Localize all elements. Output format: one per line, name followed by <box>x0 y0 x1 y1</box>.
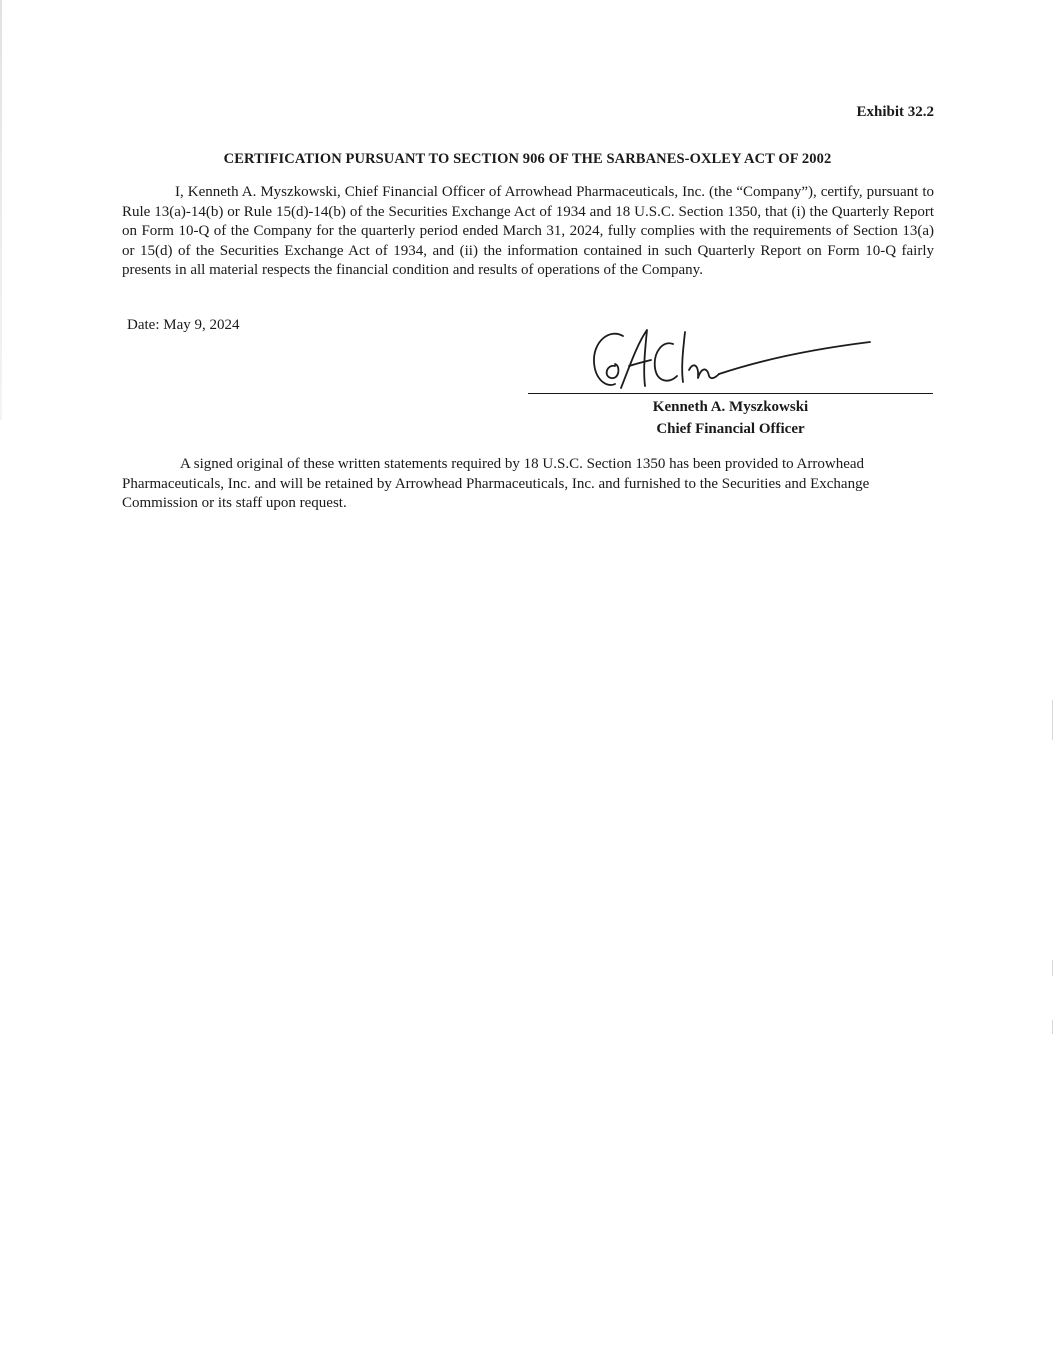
signer-name: Kenneth A. Myszkowski <box>652 399 809 415</box>
date-line: Date: May 9, 2024 <box>127 317 240 333</box>
certification-paragraph: I, Kenneth A. Myszkowski, Chief Financial Officer of Arrowhead Pharmaceuticals, Inc. (the “Company”), certify, pursuant to Rule 13(a)-14(b) or Rule 15(d)-14(b) of the Securities Exchange Act of 1934 and 18 U.S.C. Section 1350, that (i) the Quarterly Report on Form 10-Q of the Company for the quarterly period ended March 31, 2024, fully complies with the requirements of Section 13(a) or 15(d) of the Securities Exchange Act of 1934, and (ii) the information contained in such Quarterly Report on Form 10-Q fairly presents in all material respects the financial condition and results of operations of the Company. <box>122 184 934 278</box>
scan-artifact <box>1052 1020 1053 1034</box>
document-title: CERTIFICATION PURSUANT TO SECTION 906 OF THE SARBANES-OXLEY ACT OF 2002 <box>223 151 832 167</box>
signer-title: Chief Financial Officer <box>656 421 805 437</box>
exhibit-label: Exhibit 32.2 <box>856 104 934 120</box>
scan-artifact <box>1052 700 1053 740</box>
signature-line <box>528 393 933 394</box>
page-edge-shadow <box>0 0 2 420</box>
footer-paragraph: A signed original of these written statements required by 18 U.S.C. Section 1350 has been provided to Arrowhead Pharmaceuticals, Inc. and will be retained by Arrowhead Pharmaceuticals, Inc. and furnished to the Securities and Exchange Commission or its staff upon request. <box>122 456 870 511</box>
scan-artifact <box>1052 960 1053 976</box>
handwritten-signature <box>585 322 880 396</box>
